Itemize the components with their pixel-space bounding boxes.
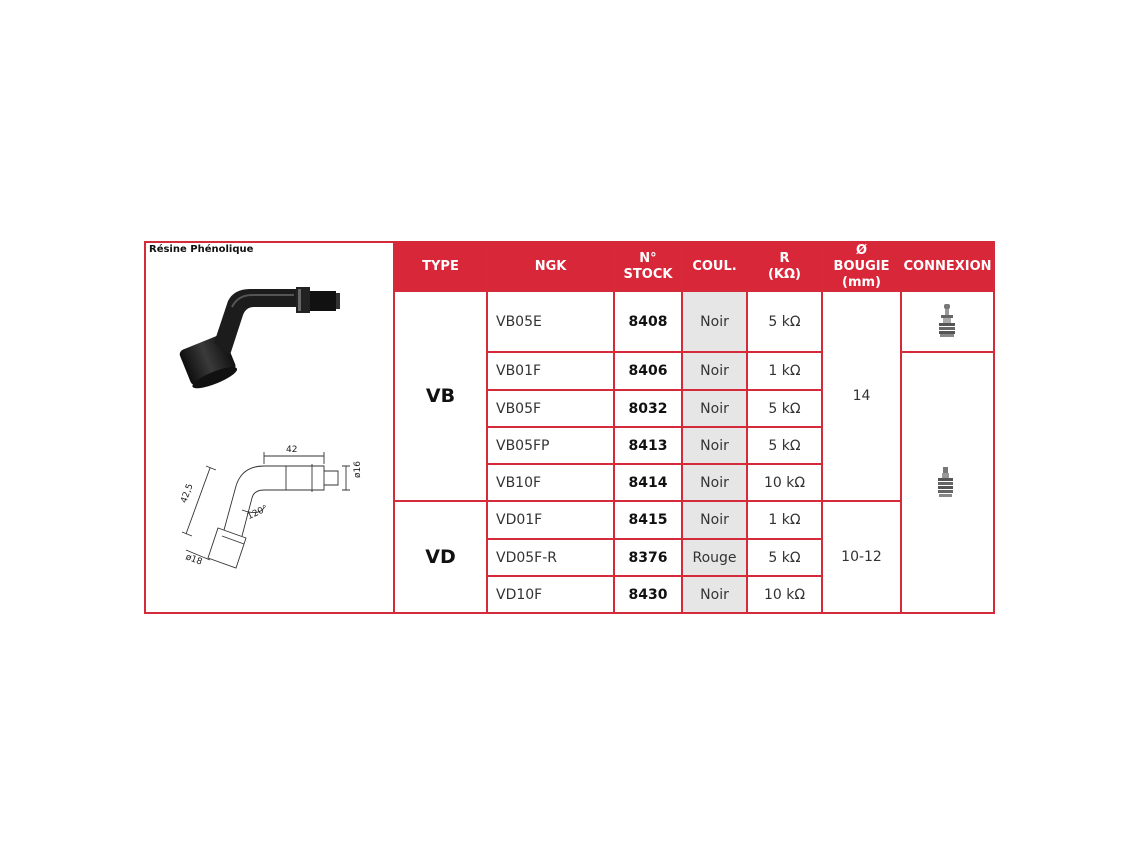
ngk-cell: VD05F-R <box>496 549 558 566</box>
coul-cell: Rouge <box>692 549 737 566</box>
r-cell: 5 kΩ <box>768 313 801 330</box>
header-stock: N° STOCK <box>615 243 681 290</box>
ngk-cell: VB05FP <box>496 437 550 454</box>
material-title: Résine Phénolique <box>149 244 254 255</box>
header-type: TYPE <box>395 243 486 290</box>
ngk-cell: VB05F <box>496 400 542 417</box>
coul-cell: Noir <box>700 363 729 379</box>
r-cell: 5 kΩ <box>768 549 801 566</box>
ngk-cell: VB10F <box>496 474 542 491</box>
stock-cell: 8415 <box>628 512 668 528</box>
stock-cell: 8430 <box>628 586 668 603</box>
ngk-cell: VB01F <box>496 363 542 379</box>
dim-diameter-out: ø16 <box>353 461 363 478</box>
header-r: R (KΩ) <box>748 243 821 290</box>
type-vd: VD <box>425 546 456 568</box>
dim-length: 42 <box>286 445 298 455</box>
coul-cell: Noir <box>700 512 729 528</box>
dim-angle: 120° <box>245 503 270 523</box>
ngk-cell: VD01F <box>496 512 543 528</box>
ngk-cell: VD10F <box>496 586 543 603</box>
bougie-vd: 10-12 <box>841 549 882 565</box>
coul-cell: Noir <box>700 400 729 417</box>
spark-plug-cap-photo <box>146 263 393 423</box>
coul-cell: Noir <box>700 586 729 603</box>
stock-cell: 8376 <box>628 549 668 566</box>
product-image-panel <box>146 243 393 612</box>
ngk-cell: VB05E <box>496 313 542 330</box>
header-bougie: Ø BOUGIE (mm) <box>823 243 900 290</box>
coul-cell: Noir <box>700 474 729 491</box>
r-cell: 1 kΩ <box>768 512 801 528</box>
screw-terminal-connector-icon <box>937 304 957 338</box>
stock-cell: 8414 <box>628 474 668 491</box>
grid-vline <box>900 243 902 612</box>
header-connexion: CONNEXION <box>902 243 993 290</box>
r-cell: 1 kΩ <box>768 363 801 379</box>
type-vb: VB <box>425 385 456 407</box>
coul-cell: Noir <box>700 437 729 454</box>
r-cell: 5 kΩ <box>768 437 801 454</box>
dim-offset: 42,5 <box>179 482 196 505</box>
r-cell: 10 kΩ <box>763 586 806 603</box>
bougie-vb: 14 <box>852 388 871 404</box>
dimension-drawing <box>146 438 393 578</box>
dim-diameter-in: ø18 <box>184 552 204 568</box>
grid-hline <box>902 351 993 353</box>
nut-terminal-connector-icon <box>936 467 956 499</box>
stock-cell: 8406 <box>628 363 668 379</box>
r-cell: 5 kΩ <box>768 400 801 417</box>
stock-cell: 8413 <box>628 437 668 454</box>
stock-cell: 8032 <box>628 400 668 417</box>
stock-cell: 8408 <box>628 313 668 330</box>
r-cell: 10 kΩ <box>763 474 806 491</box>
header-coul: COUL. <box>683 243 746 290</box>
header-ngk: NGK <box>488 243 613 290</box>
coul-cell: Noir <box>700 313 729 330</box>
